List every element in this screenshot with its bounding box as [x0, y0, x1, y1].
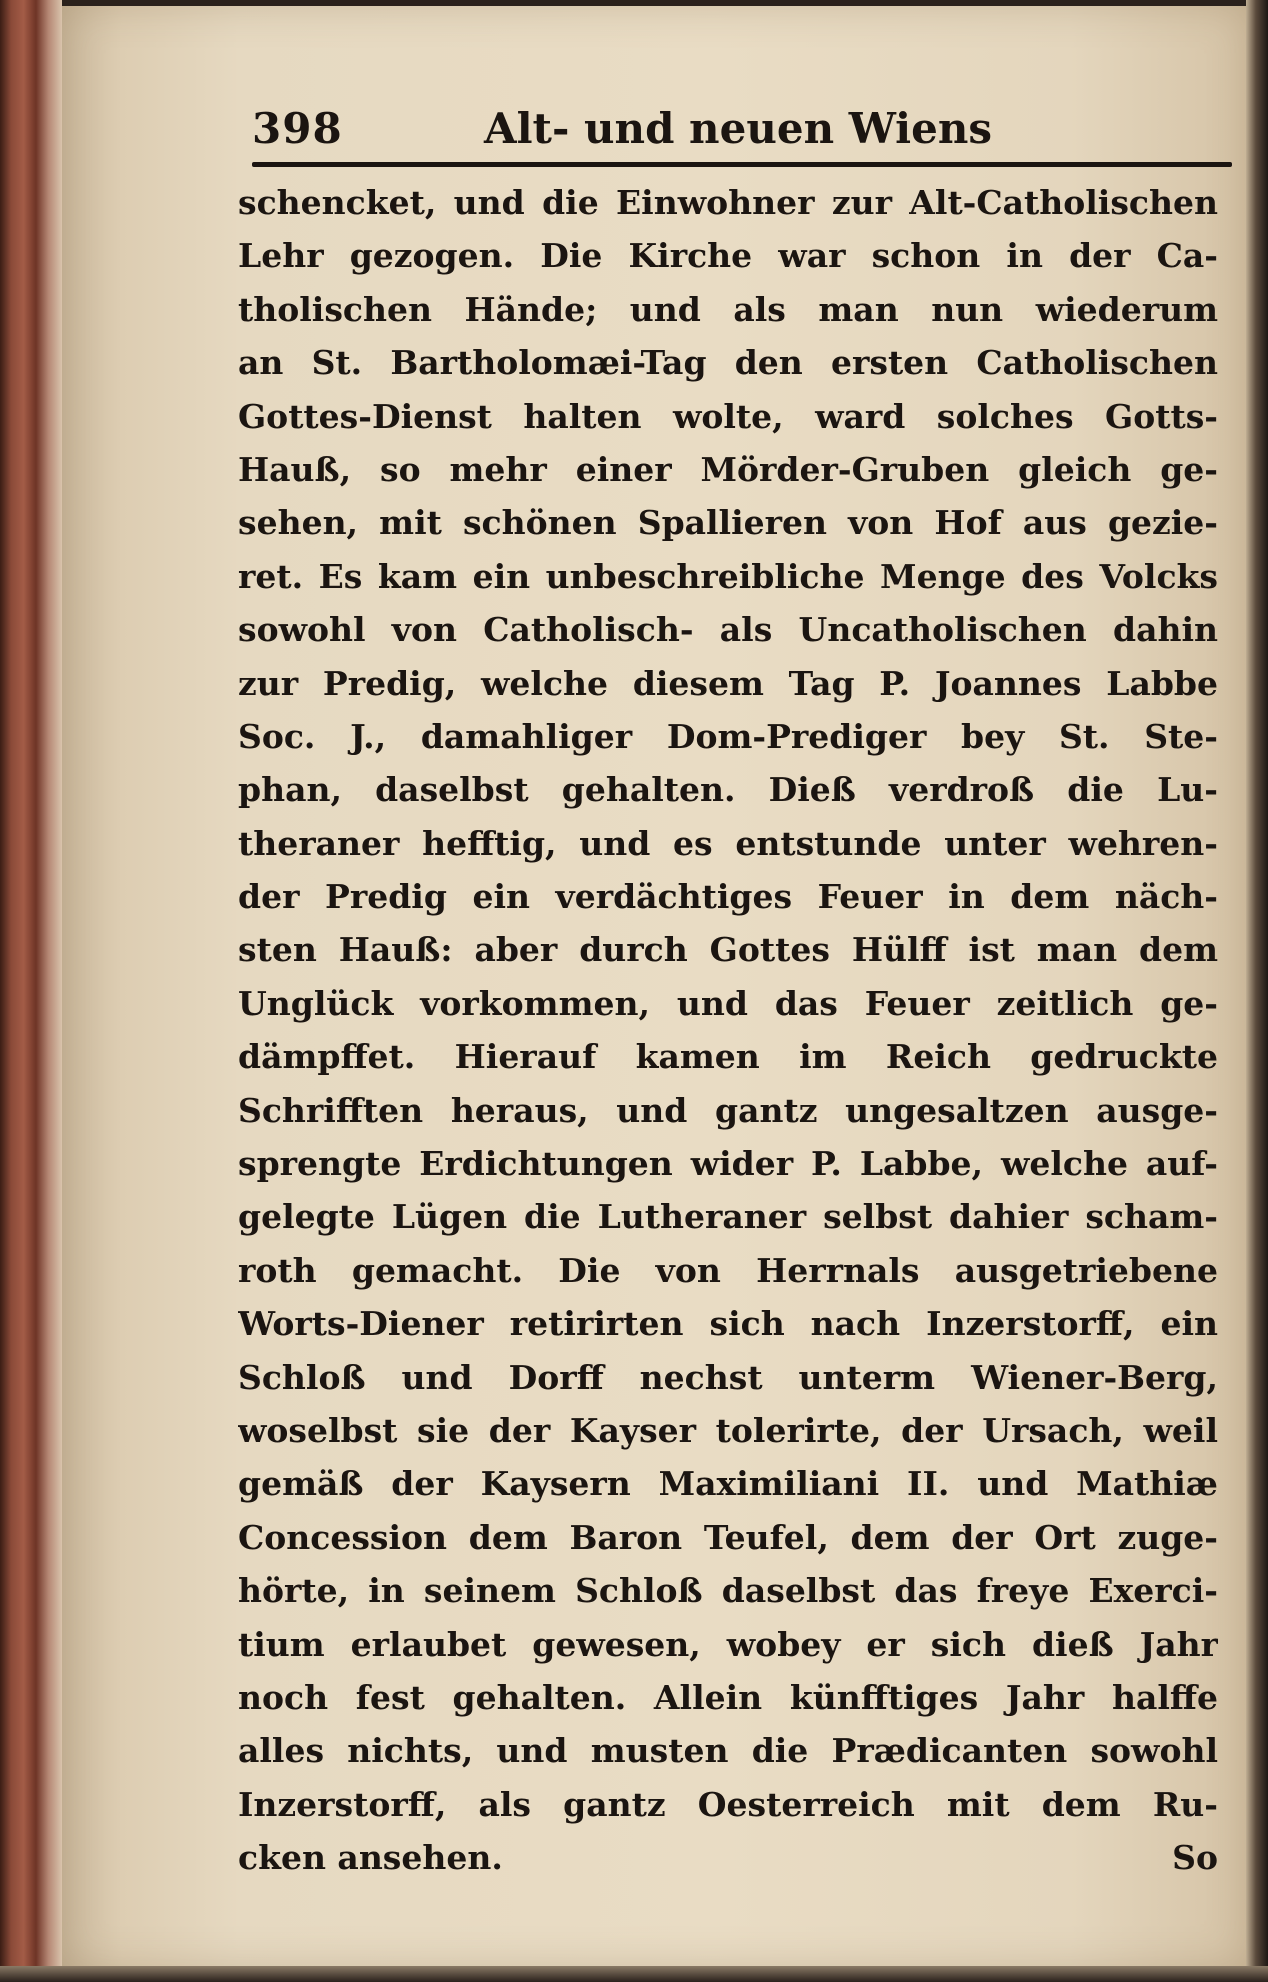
running-title: Alt- und neuen Wiens — [484, 104, 993, 153]
text-line: Worts-Diener retirirten sich nach Inzerstorff, ein — [238, 1304, 1218, 1344]
running-header — [252, 100, 1212, 160]
page-right-edge — [1246, 0, 1268, 1982]
text-line: cken ansehen. — [238, 1838, 503, 1878]
text-line: schencket, und die Einwohner zur Alt-Catholischen — [238, 183, 1218, 222]
text-line: an St. Bartholomæi-Tag den ersten Catholischen — [238, 343, 1218, 383]
text-line: noch fest gehalten. Allein künfftiges Jahr halffe — [238, 1677, 1218, 1717]
catchword: So — [1172, 1838, 1218, 1878]
text-line: der Predig ein verdächtiges Feuer in dem näch- — [238, 877, 1218, 917]
text-line: tholischen Hände; und als man nun wiederum — [238, 289, 1218, 329]
text-line: gelegte Lügen die Lutheraner selbst dahier scham- — [238, 1197, 1218, 1237]
text-line: sowohl von Catholisch- als Uncatholischen dahin — [238, 610, 1218, 650]
book-spine-edge — [0, 0, 62, 1982]
text-line: Hauß, so mehr einer Mörder-Gruben gleich ge- — [238, 449, 1218, 489]
text-line: zur Predig, welche diesem Tag P. Joannes Labbe — [238, 663, 1218, 703]
text-line: theraner hefftig, und es entstunde unter wehren- — [238, 823, 1218, 863]
text-line: Soc. J., damahliger Dom-Prediger bey St. Ste- — [238, 716, 1218, 756]
text-line: ret. Es kam ein unbeschreibliche Menge des Volcks — [238, 556, 1218, 596]
text-line: sehen, mit schönen Spallieren von Hof aus gezie- — [238, 503, 1218, 543]
text-line: Schloß und Dorff nechst unterm Wiener-Berg, — [238, 1357, 1218, 1397]
text-line: woselbst sie der Kayser tolerirte, der Ursach, weil — [238, 1410, 1218, 1450]
text-line: hörte, in seinem Schloß daselbst das freye Exerci- — [238, 1571, 1218, 1611]
body-text — [238, 176, 1218, 1885]
text-line: Concession dem Baron Teufel, dem der Ort zuge- — [238, 1517, 1218, 1557]
text-line: dämpffet. Hierauf kamen im Reich gedruckte — [238, 1037, 1218, 1077]
text-line: alles nichts, und musten die Prædicanten sowohl — [238, 1731, 1218, 1771]
text-line: sprengte Erdichtungen wider P. Labbe, welche auf- — [238, 1144, 1218, 1184]
header-rule — [252, 162, 1232, 167]
text-line: Gottes-Dienst halten wolte, ward solches Gotts- — [238, 396, 1218, 436]
final-line — [238, 1831, 1218, 1884]
page-number: 398 — [252, 104, 343, 153]
text-line: Lehr gezogen. Die Kirche war schon in der Ca- — [238, 236, 1218, 276]
text-line: sten Hauß: aber durch Gottes Hülff ist man dem — [238, 930, 1218, 970]
text-line: roth gemacht. Die von Herrnals ausgetriebene — [238, 1250, 1218, 1290]
text-line: gemäß der Kaysern Maximiliani II. und Mathiæ — [238, 1464, 1218, 1504]
text-line: Unglück vorkommen, und das Feuer zeitlich ge- — [238, 983, 1218, 1023]
text-line: phan, daselbst gehalten. Dieß verdroß die Lu- — [238, 770, 1218, 810]
text-line: Inzerstorff, als gantz Oesterreich mit dem Ru- — [238, 1784, 1218, 1824]
page-bottom-edge — [0, 1966, 1268, 1982]
text-line: tium erlaubet gewesen, wobey er sich dieß Jahr — [238, 1624, 1218, 1664]
text-line: Schrifften heraus, und gantz ungesaltzen ausge- — [238, 1090, 1218, 1130]
